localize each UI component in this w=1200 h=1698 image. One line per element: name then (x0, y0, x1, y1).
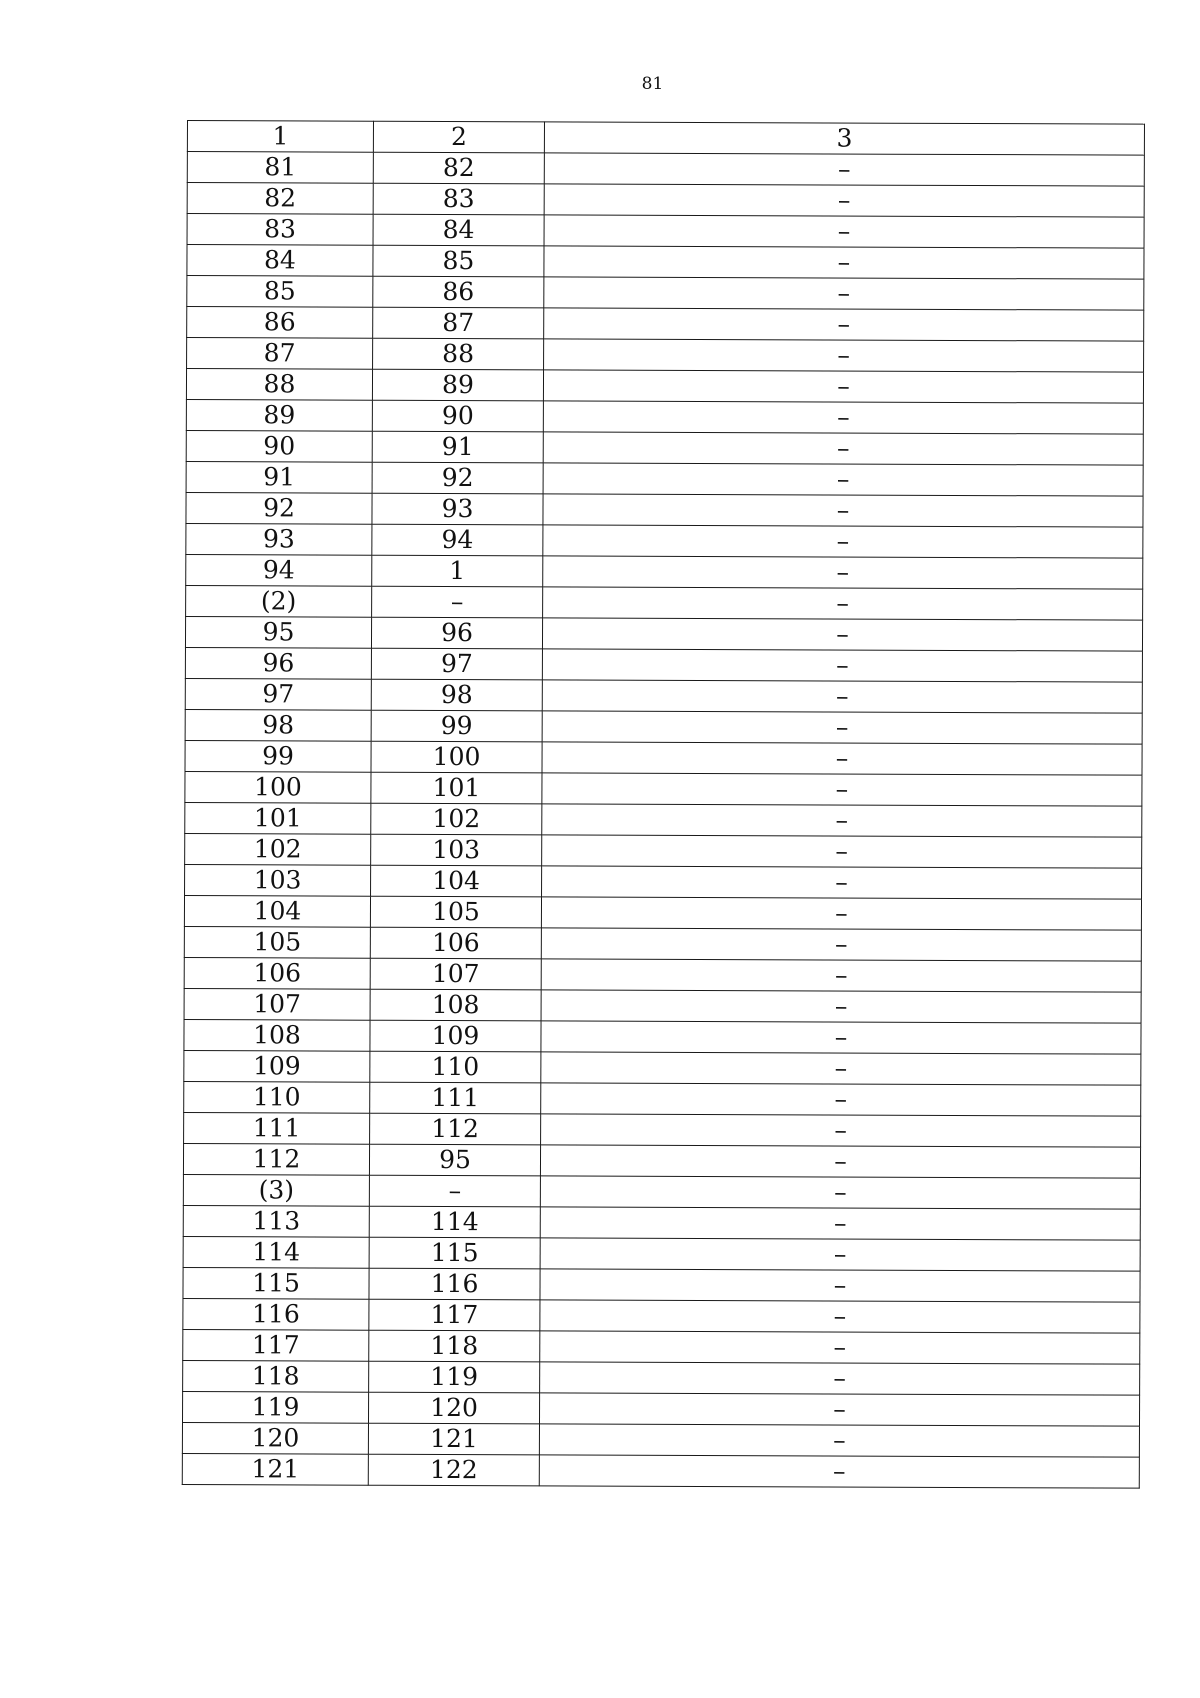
table-cell-col3: – (542, 618, 1142, 651)
column-header-1: 1 (187, 121, 373, 153)
table-cell-col1: 116 (183, 1298, 369, 1330)
table-row (183, 1298, 1140, 1333)
table-cell-col2: – (369, 1175, 540, 1207)
table-cell-col3: – (539, 1455, 1139, 1488)
table-cell-col3: – (541, 959, 1141, 992)
table-cell-col3: – (540, 1145, 1140, 1178)
table-cell-col2: 118 (369, 1330, 540, 1362)
table-cell-col1: 106 (184, 957, 370, 989)
table-cell-col1: 87 (187, 338, 373, 370)
table-cell-col3: – (544, 215, 1144, 248)
table-cell-col3: – (540, 1269, 1140, 1302)
table-row (185, 678, 1142, 713)
table-cell-col1: 105 (184, 926, 370, 958)
table-cell-col1: 120 (182, 1422, 368, 1454)
table-cell-col2: 103 (371, 834, 542, 866)
table-row (182, 1453, 1139, 1488)
table-cell-col3: – (543, 494, 1143, 527)
table-cell-col2: 111 (370, 1082, 541, 1114)
table-cell-col3: – (542, 680, 1142, 713)
table-cell-col3: – (543, 587, 1143, 620)
table-cell-col1: 83 (187, 214, 373, 246)
table-row (184, 1081, 1141, 1116)
table-cell-col3: – (543, 525, 1143, 558)
table-cell-col1: 86 (187, 307, 373, 339)
table-row (185, 802, 1142, 837)
column-header-2: 2 (373, 121, 544, 153)
table-cell-col3: – (540, 1362, 1140, 1395)
table-cell-col3: – (543, 556, 1143, 589)
table-row (185, 709, 1142, 744)
table-row (187, 152, 1144, 187)
table-cell-col3: – (544, 308, 1144, 341)
page-number: 81 (641, 74, 664, 94)
table-cell-col2: 114 (369, 1206, 540, 1238)
table-cell-col2: 99 (371, 710, 542, 742)
table-row (187, 338, 1144, 373)
table-row (187, 183, 1144, 218)
table-cell-col3: – (540, 1238, 1140, 1271)
table-cell-col1: 93 (186, 523, 372, 555)
table-row (184, 988, 1141, 1023)
table-cell-col1: 94 (186, 554, 372, 586)
table-cell-col2: 89 (372, 369, 543, 401)
table-row (183, 1360, 1140, 1395)
table-cell-col3: – (542, 649, 1142, 682)
table-cell-col1: 99 (185, 740, 371, 772)
table-cell-col1: 97 (185, 678, 371, 710)
table-row (187, 245, 1144, 280)
table-cell-col3: – (542, 866, 1142, 899)
table-body (182, 121, 1144, 1489)
table-cell-col3: – (539, 1424, 1139, 1457)
table-cell-col2: 117 (369, 1299, 540, 1331)
table-row (186, 399, 1143, 434)
table-cell-col2: 87 (373, 307, 544, 339)
table-cell-col3: – (540, 1331, 1140, 1364)
table-cell-col3: – (543, 463, 1143, 496)
table-cell-col1: 101 (185, 802, 371, 834)
table-cell-col2: 97 (371, 648, 542, 680)
table-cell-col1: 110 (184, 1081, 370, 1113)
table-cell-col1: 112 (183, 1143, 369, 1175)
table-cell-col3: – (539, 1393, 1139, 1426)
table-cell-col2: 121 (368, 1423, 539, 1455)
table-cell-col3: – (540, 1300, 1140, 1333)
table-cell-col2: 106 (370, 927, 541, 959)
table-row (184, 1050, 1141, 1085)
table-cell-col1: 98 (185, 709, 371, 741)
table-cell-col2: 101 (371, 772, 542, 804)
table-cell-col1: 114 (183, 1236, 369, 1268)
header-row (187, 121, 1144, 156)
table-cell-col1: 121 (182, 1453, 368, 1485)
table-row (183, 1236, 1140, 1271)
table-cell-col1: 103 (185, 864, 371, 896)
table-row (184, 895, 1141, 930)
table-cell-col3: – (544, 246, 1144, 279)
table-cell-col1: 115 (183, 1267, 369, 1299)
table-row (186, 585, 1143, 620)
table-cell-col1: 89 (186, 399, 372, 431)
table-cell-col1: 111 (184, 1112, 370, 1144)
table-cell-col1: 104 (184, 895, 370, 927)
table-cell-col3: – (544, 339, 1144, 372)
table-cell-col2: 90 (372, 400, 543, 432)
table-cell-col2: 105 (370, 896, 541, 928)
data-table (182, 120, 1145, 1489)
table-cell-col2: 119 (369, 1361, 540, 1393)
table-cell-col1: 119 (182, 1391, 368, 1423)
table-cell-col2: 107 (370, 958, 541, 990)
table-cell-col2: 120 (368, 1392, 539, 1424)
table-cell-col1: 109 (184, 1050, 370, 1082)
table-cell-col2: – (372, 586, 543, 618)
table-cell-col3: – (540, 1176, 1140, 1209)
table-cell-col1: 90 (186, 430, 372, 462)
table-cell-col1: 82 (187, 183, 373, 215)
table-cell-col2: 98 (371, 679, 542, 711)
table-row (187, 214, 1144, 249)
table-cell-col3: – (540, 1207, 1140, 1240)
table-cell-col2: 85 (373, 245, 544, 277)
table-cell-col2: 93 (372, 493, 543, 525)
table-cell-col1: 96 (185, 647, 371, 679)
table-row (185, 864, 1142, 899)
table-cell-col2: 83 (373, 183, 544, 215)
table-cell-col1: 102 (185, 833, 371, 865)
table-row (184, 1112, 1141, 1147)
table-cell-col3: – (541, 1021, 1141, 1054)
table-cell-col3: – (541, 1052, 1141, 1085)
table-cell-col2: 110 (370, 1051, 541, 1083)
table-row (184, 1019, 1141, 1054)
table-row (187, 276, 1144, 311)
table-cell-col3: – (541, 897, 1141, 930)
table-cell-col2: 112 (370, 1113, 541, 1145)
table-cell-col3: – (543, 401, 1143, 434)
table-row (186, 430, 1143, 465)
table-cell-col2: 84 (373, 214, 544, 246)
table-cell-col3: – (541, 990, 1141, 1023)
table-cell-col1: 85 (187, 276, 373, 308)
table-cell-col2: 92 (372, 462, 543, 494)
table-row (186, 461, 1143, 496)
table-cell-col1: 95 (185, 616, 371, 648)
table-cell-col1: 113 (183, 1205, 369, 1237)
table-cell-col2: 96 (371, 617, 542, 649)
table-cell-col3: – (543, 432, 1143, 465)
table-cell-col2: 94 (372, 524, 543, 556)
table-cell-col1: (2) (186, 585, 372, 617)
table-cell-col2: 82 (373, 152, 544, 184)
table-row (185, 740, 1142, 775)
table-cell-col2: 122 (368, 1454, 539, 1486)
table-cell-col2: 86 (373, 276, 544, 308)
table-cell-col3: – (544, 277, 1144, 310)
table-cell-col2: 116 (369, 1268, 540, 1300)
table-cell-col3: – (544, 184, 1144, 217)
table-cell-col1: 117 (183, 1329, 369, 1361)
table-row (186, 369, 1143, 404)
table-cell-col3: – (544, 153, 1144, 186)
table-cell-col1: 84 (187, 245, 373, 277)
table-cell-col1: 100 (185, 771, 371, 803)
table-cell-col1: 91 (186, 461, 372, 493)
table-row (183, 1174, 1140, 1209)
table-cell-col2: 104 (371, 865, 542, 897)
table-cell-col3: – (542, 711, 1142, 744)
table-cell-col3: – (542, 804, 1142, 837)
table-row (186, 523, 1143, 558)
table-cell-col2: 109 (370, 1020, 541, 1052)
table-row (183, 1329, 1140, 1364)
table-cell-col3: – (541, 1083, 1141, 1116)
table-cell-col1: (3) (183, 1174, 369, 1206)
table-cell-col2: 102 (371, 803, 542, 835)
table-row (184, 926, 1141, 961)
table-cell-col2: 91 (372, 431, 543, 463)
table-cell-col2: 1 (372, 555, 543, 587)
table-cell-col1: 88 (186, 369, 372, 401)
table-cell-col3: – (542, 773, 1142, 806)
table-cell-col2: 88 (373, 338, 544, 370)
table-row (185, 616, 1142, 651)
table-cell-col3: – (542, 742, 1142, 775)
table-row (184, 957, 1141, 992)
table-cell-col3: – (541, 928, 1141, 961)
table-cell-col3: – (543, 370, 1143, 403)
table-row (186, 492, 1143, 527)
table-row (187, 307, 1144, 342)
table-cell-col2: 100 (371, 741, 542, 773)
table-cell-col2: 108 (370, 989, 541, 1021)
table-row (185, 833, 1142, 868)
table-cell-col1: 81 (187, 152, 373, 184)
table-cell-col3: – (542, 835, 1142, 868)
table-cell-col1: 107 (184, 988, 370, 1020)
table-cell-col3: – (541, 1114, 1141, 1147)
table-cell-col2: 95 (369, 1144, 540, 1176)
table-cell-col1: 118 (183, 1360, 369, 1392)
table-row (185, 647, 1142, 682)
table-row (186, 554, 1143, 589)
table-cell-col2: 115 (369, 1237, 540, 1269)
column-header-3: 3 (544, 122, 1144, 155)
table-row (185, 771, 1142, 806)
table-row (183, 1143, 1140, 1178)
table-cell-col1: 108 (184, 1019, 370, 1051)
table-row (182, 1422, 1139, 1457)
table-row (183, 1205, 1140, 1240)
table-row (182, 1391, 1139, 1426)
table-row (183, 1267, 1140, 1302)
table-cell-col1: 92 (186, 492, 372, 524)
